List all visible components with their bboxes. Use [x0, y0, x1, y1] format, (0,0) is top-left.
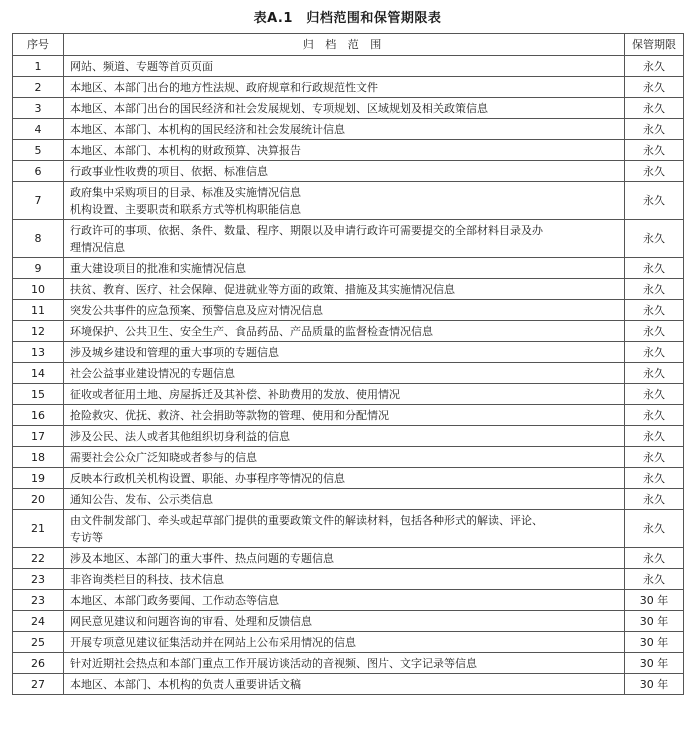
scope-text-line: 重大建设项目的批准和实施情况信息	[70, 261, 246, 275]
row-archive-scope	[64, 182, 625, 220]
scope-text-line: 本地区、本部门政务要闻、工作动态等信息	[70, 593, 279, 607]
table-title: 表A.1 归档范围和保管期限表	[253, 11, 442, 26]
row-serial-number: 4	[13, 119, 64, 140]
row-retention-period: 30 年	[625, 611, 684, 632]
row-retention-period: 永久	[625, 569, 684, 590]
row-archive-scope	[64, 405, 625, 426]
row-retention-period: 永久	[625, 405, 684, 426]
scope-text-line: 需要社会公众广泛知晓或者参与的信息	[70, 450, 257, 464]
table-row	[13, 342, 684, 363]
row-archive-scope	[64, 426, 625, 447]
scope-text-line: 机构设置、主要职责和联系方式等机构职能信息	[70, 202, 301, 216]
table-row	[13, 258, 684, 279]
table-row	[13, 98, 684, 119]
row-serial-number: 6	[13, 161, 64, 182]
scope-text-line: 针对近期社会热点和本部门重点工作开展访谈活动的音视频、图片、文字记录等信息	[70, 656, 477, 670]
row-retention-period: 永久	[625, 77, 684, 98]
row-retention-period: 永久	[625, 321, 684, 342]
row-serial-number: 3	[13, 98, 64, 119]
table-row	[13, 590, 684, 611]
row-serial-number: 17	[13, 426, 64, 447]
row-archive-scope	[64, 300, 625, 321]
table-row	[13, 321, 684, 342]
scope-text-line: 本地区、本部门、本机构的财政预算、决算报告	[70, 143, 301, 157]
scope-text-line: 专访等	[70, 530, 103, 544]
row-retention-period: 30 年	[625, 590, 684, 611]
table-row	[13, 279, 684, 300]
row-retention-period: 30 年	[625, 653, 684, 674]
row-archive-scope	[64, 548, 625, 569]
row-serial-number: 27	[13, 674, 64, 695]
row-retention-period: 30 年	[625, 674, 684, 695]
row-retention-period: 永久	[625, 258, 684, 279]
row-retention-period: 永久	[625, 119, 684, 140]
header-serial-number: 序号	[13, 34, 64, 56]
row-serial-number: 22	[13, 548, 64, 569]
row-serial-number: 8	[13, 220, 64, 258]
row-retention-period: 永久	[625, 363, 684, 384]
row-archive-scope	[64, 279, 625, 300]
row-archive-scope	[64, 468, 625, 489]
table-row	[13, 384, 684, 405]
row-retention-period: 永久	[625, 300, 684, 321]
row-serial-number: 21	[13, 510, 64, 548]
scope-text-line: 涉及本地区、本部门的重大事件、热点问题的专题信息	[70, 551, 334, 565]
row-retention-period: 永久	[625, 384, 684, 405]
row-archive-scope	[64, 119, 625, 140]
row-retention-period: 永久	[625, 342, 684, 363]
row-retention-period: 永久	[625, 220, 684, 258]
header-retention-period: 保管期限	[625, 34, 684, 56]
table-row	[13, 405, 684, 426]
row-serial-number: 14	[13, 363, 64, 384]
scope-text-line: 社会公益事业建设情况的专题信息	[70, 366, 235, 380]
row-retention-period: 永久	[625, 98, 684, 119]
scope-text-line: 开展专项意见建议征集活动并在网站上公布采用情况的信息	[70, 635, 356, 649]
row-archive-scope	[64, 611, 625, 632]
scope-text-line: 非咨询类栏目的科技、技术信息	[70, 572, 224, 586]
row-archive-scope	[64, 161, 625, 182]
table-row	[13, 300, 684, 321]
table-header-row	[13, 34, 684, 56]
table-row	[13, 510, 684, 548]
row-serial-number: 13	[13, 342, 64, 363]
scope-text-line: 本地区、本部门出台的国民经济和社会发展规划、专项规划、区域规划及相关政策信息	[70, 101, 488, 115]
scope-text-line: 网站、频道、专题等首页页面	[70, 59, 213, 73]
row-serial-number: 16	[13, 405, 64, 426]
scope-text-line: 通知公告、发布、公示类信息	[70, 492, 213, 506]
table-row	[13, 447, 684, 468]
table-row	[13, 548, 684, 569]
row-archive-scope	[64, 590, 625, 611]
row-archive-scope	[64, 653, 625, 674]
scope-text-line: 本地区、本部门、本机构的国民经济和社会发展统计信息	[70, 122, 345, 136]
row-retention-period: 永久	[625, 426, 684, 447]
table-row	[13, 489, 684, 510]
row-archive-scope	[64, 258, 625, 279]
row-archive-scope	[64, 342, 625, 363]
table-row	[13, 611, 684, 632]
row-serial-number: 15	[13, 384, 64, 405]
row-serial-number: 26	[13, 653, 64, 674]
scope-text-line: 由文件制发部门、牵头或起草部门提供的重要政策文件的解读材料，包括各种形式的解读、评论、	[70, 513, 543, 527]
scope-text-line: 涉及公民、法人或者其他组织切身利益的信息	[70, 429, 290, 443]
row-archive-scope	[64, 140, 625, 161]
scope-text-line: 网民意见建议和问题咨询的审看、处理和反馈信息	[70, 614, 312, 628]
row-serial-number: 23	[13, 569, 64, 590]
table-row	[13, 182, 684, 220]
scope-text-line: 突发公共事件的应急预案、预警信息及应对情况信息	[70, 303, 323, 317]
row-retention-period: 永久	[625, 548, 684, 569]
row-archive-scope	[64, 321, 625, 342]
row-serial-number: 7	[13, 182, 64, 220]
row-retention-period: 永久	[625, 489, 684, 510]
row-serial-number: 10	[13, 279, 64, 300]
table-row	[13, 161, 684, 182]
table-row	[13, 426, 684, 447]
header-archive-scope: 归 档 范 围	[64, 34, 625, 56]
scope-text-line: 政府集中采购项目的目录、标准及实施情况信息	[70, 185, 301, 199]
row-archive-scope	[64, 632, 625, 653]
scope-text-line: 扶贫、教育、医疗、社会保障、促进就业等方面的政策、措施及其实施情况信息	[70, 282, 455, 296]
row-retention-period: 永久	[625, 182, 684, 220]
row-retention-period: 永久	[625, 56, 684, 77]
scope-text-line: 征收或者征用土地、房屋拆迁及其补偿、补助费用的发放、使用情况	[70, 387, 400, 401]
row-serial-number: 9	[13, 258, 64, 279]
row-serial-number: 25	[13, 632, 64, 653]
row-archive-scope	[64, 220, 625, 258]
scope-text-line: 反映本行政机关机构设置、职能、办事程序等情况的信息	[70, 471, 345, 485]
row-serial-number: 23	[13, 590, 64, 611]
table-body	[13, 56, 684, 695]
row-retention-period: 永久	[625, 510, 684, 548]
row-retention-period: 永久	[625, 161, 684, 182]
row-archive-scope	[64, 447, 625, 468]
table-row	[13, 140, 684, 161]
table-row	[13, 674, 684, 695]
table-row	[13, 653, 684, 674]
row-retention-period: 30 年	[625, 632, 684, 653]
scope-text-line: 涉及城乡建设和管理的重大事项的专题信息	[70, 345, 279, 359]
table-row	[13, 569, 684, 590]
row-serial-number: 1	[13, 56, 64, 77]
row-retention-period: 永久	[625, 140, 684, 161]
scope-text-line: 环境保护、公共卫生、安全生产、食品药品、产品质量的监督检查情况信息	[70, 324, 433, 338]
row-serial-number: 11	[13, 300, 64, 321]
table-row	[13, 363, 684, 384]
row-archive-scope	[64, 569, 625, 590]
scope-text-line: 理情况信息	[70, 240, 125, 254]
row-serial-number: 12	[13, 321, 64, 342]
row-archive-scope	[64, 489, 625, 510]
row-serial-number: 18	[13, 447, 64, 468]
row-serial-number: 19	[13, 468, 64, 489]
scope-text-line: 行政事业性收费的项目、依据、标准信息	[70, 164, 268, 178]
row-serial-number: 24	[13, 611, 64, 632]
scope-text-line: 本地区、本部门出台的地方性法规、政府规章和行政规范性文件	[70, 80, 378, 94]
archive-retention-table	[12, 33, 684, 695]
scope-text-line: 抢险救灾、优抚、救济、社会捐助等款物的管理、使用和分配情况	[70, 408, 389, 422]
table-row	[13, 119, 684, 140]
row-serial-number: 5	[13, 140, 64, 161]
row-serial-number: 20	[13, 489, 64, 510]
row-archive-scope	[64, 674, 625, 695]
row-retention-period: 永久	[625, 468, 684, 489]
table-row	[13, 77, 684, 98]
row-archive-scope	[64, 98, 625, 119]
row-archive-scope	[64, 384, 625, 405]
table-row	[13, 468, 684, 489]
table-row	[13, 220, 684, 258]
row-archive-scope	[64, 363, 625, 384]
scope-text-line: 本地区、本部门、本机构的负责人重要讲话文稿	[70, 677, 301, 691]
table-row	[13, 632, 684, 653]
row-retention-period: 永久	[625, 279, 684, 300]
row-archive-scope	[64, 77, 625, 98]
row-serial-number: 2	[13, 77, 64, 98]
scope-text-line: 行政许可的事项、依据、条件、数量、程序、期限以及申请行政许可需要提交的全部材料目录及办	[70, 223, 543, 237]
row-archive-scope	[64, 56, 625, 77]
row-retention-period: 永久	[625, 447, 684, 468]
table-row	[13, 56, 684, 77]
row-archive-scope	[64, 510, 625, 548]
